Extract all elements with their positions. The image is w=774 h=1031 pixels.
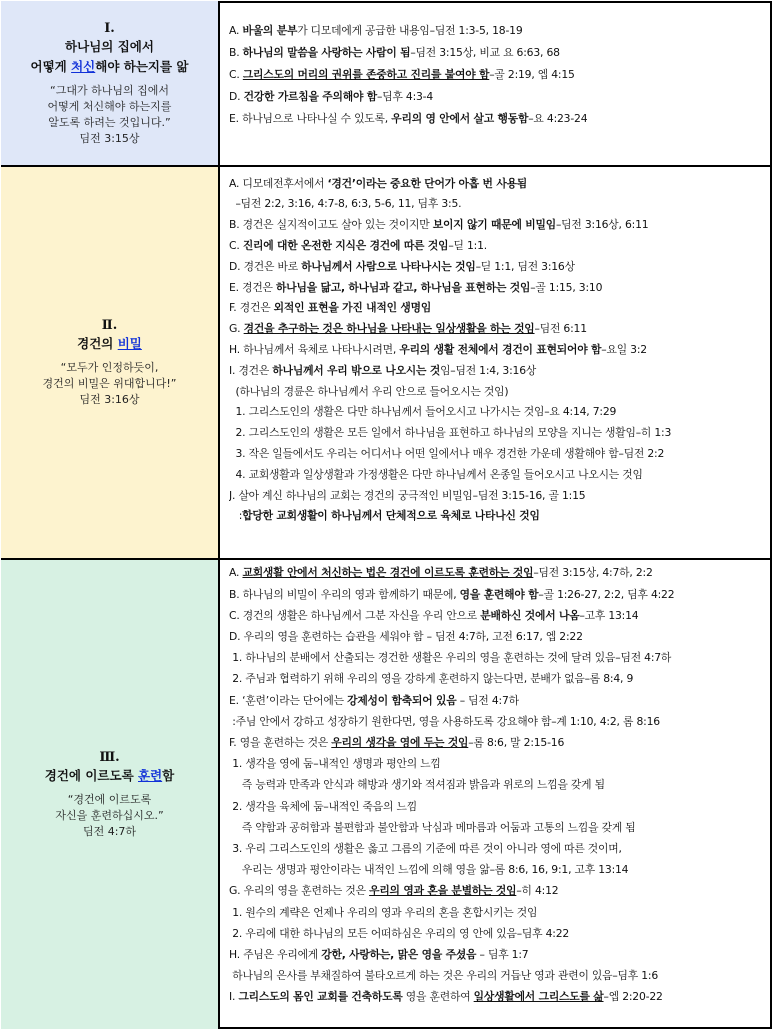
emphasis-text: 건강한 가르침을 주의해야 함 (243, 90, 378, 103)
emphasis-text: 우리의 생활 전체에서 경건이 표현되어야 함 (399, 343, 602, 356)
emphasis-text: 일상생활에서 그리스도를 삶 (473, 990, 604, 1004)
point-text: –골 2:19, 엡 4:15 (489, 68, 575, 81)
point-text: 1. 생각을 영에 둠–내적인 생명과 평안의 느낌 (229, 757, 441, 771)
outline-point (229, 382, 769, 403)
outline-point (229, 859, 769, 880)
point-text: A. 디모데전후서에서 (229, 176, 328, 190)
point-text: 3. 작은 일들에서도 우리는 어디서나 어떤 일에서나 매우 경건한 가운데 생활해야 함–딤전 2:2 (229, 447, 665, 460)
point-text: D. (229, 90, 244, 103)
outline-point (229, 486, 769, 507)
emphasis-text: 하나님을 닮고, 하나님과 같고, 하나님을 표현하는 것임 (276, 280, 531, 294)
heading-keyword: 처신 (71, 58, 96, 74)
point-text: B. (229, 46, 243, 59)
emphasis-text: 우리의 영 안에서 살고 행동함 (391, 112, 529, 125)
point-text: F. 경건은 (229, 301, 274, 315)
point-text: 즉 능력과 만족과 안식과 해방과 생기와 적셔짐과 밝음과 위로의 느낌을 갖게 됨 (229, 778, 605, 792)
point-text: –요일 3:2 (601, 343, 647, 356)
heading-keyword: 비밀 (117, 336, 142, 351)
point-text: (하나님의 경륜은 하나님께서 우리 안으로 들어오시는 것임) (229, 384, 509, 398)
emphasis-text: 하나님께서 우리 밖으로 나오시는 것 (272, 363, 441, 377)
outline-point (229, 774, 769, 795)
point-text: –고후 13:14 (579, 608, 639, 622)
point-text: H. 하나님께서 육체로 나타나시려면, (229, 343, 400, 356)
point-text: 2. 주님과 협력하기 위해 우리의 영을 강하게 훈련하지 않는다면, 분배가 없음–롬 8:4, 9 (229, 672, 634, 686)
outline-point (229, 298, 769, 319)
outline-point (229, 753, 769, 774)
outline-point (229, 880, 769, 901)
emphasis-text: 분배하신 것에서 나옴 (480, 608, 580, 622)
emphasis-text: 우리의 영과 혼을 분별하는 것임 (369, 884, 517, 898)
point-text: –딤후 4:3-4 (377, 90, 434, 103)
outline-point (229, 562, 769, 583)
emphasis-text: 우리의 생각을 영에 두는 것임 (331, 736, 469, 749)
point-text: – 딤후 1:7 (476, 948, 529, 961)
point-text: 2. 그리스도인의 생활은 모든 일에서 하나님을 표현하고 하나님의 모양을 지니는 생활임–히 1:3 (229, 426, 672, 440)
outline-point (229, 278, 769, 299)
point-text: F. 영을 훈련하는 것은 (229, 736, 332, 749)
outline-point (229, 108, 769, 130)
section-heading-line: 어떻게 처신해야 하는지를 앎 (30, 58, 189, 74)
outline-point (229, 64, 769, 86)
section-numeral: Ⅰ. (104, 20, 115, 36)
point-text: : (229, 509, 243, 523)
outline-point (229, 647, 769, 668)
emphasis-text: 바울의 분부 (242, 24, 298, 37)
point-text: 영을 훈련하여 (402, 990, 474, 1004)
section-row-3 (1, 560, 772, 1029)
point-text: 1. 하나님의 분배에서 산출되는 경건한 생활은 우리의 영을 훈련하는 것에 달려 있음–딤전 4:7하 (229, 651, 672, 665)
outline-point (229, 965, 769, 986)
point-text: 1. 그리스도인의 생활은 다만 하나님께서 들어오시고 나가시는 것임–요 4:14, 7:29 (229, 405, 617, 419)
emphasis-text: 외적인 표현을 가진 내적인 생명임 (273, 301, 432, 315)
point-text: C. 경건의 생활은 하나님께서 그분 자신을 우리 안으로 (229, 608, 481, 622)
emphasis-text: 강한, 사랑하는, 맑은 영을 주셨음 (321, 948, 477, 961)
outline-point (229, 923, 769, 944)
point-text: 우리는 생명과 평안이라는 내적인 느낌에 의해 영을 앎–롬 8:6, 16, 9:1, 고후 13:14 (229, 863, 629, 877)
point-text: E. 하나님으로 나타나실 수 있도록, (229, 112, 392, 125)
outline-point (229, 711, 769, 732)
emphasis-text: 영을 훈련해야 함 (459, 587, 539, 601)
point-text: –골 1:26-27, 2:2, 딤후 4:22 (538, 587, 675, 601)
emphasis-text: 경건을 추구하는 것은 하나님을 나타내는 일상생활을 하는 것임 (243, 322, 535, 336)
outline-point (229, 817, 769, 838)
section-points (222, 560, 772, 1029)
outline-point (229, 86, 769, 108)
section-row-1 (1, 1, 772, 167)
emphasis-text: 그리스도의 머리의 권위를 존중하고 진리를 붙여야 함 (242, 68, 490, 81)
section-row-2 (1, 167, 772, 560)
emphasis-text: 진리에 대한 온전한 지식은 경건에 따른 것임 (242, 239, 449, 252)
section-reference: 딤전 4:7하 (82, 825, 137, 838)
outline-point (229, 340, 769, 361)
emphasis-text: 그리스도의 몸인 교회를 건축하도록 (238, 990, 403, 1004)
section-quote: “모두가 인정하듯이, 경건의 비밀은 위대합니다!” (42, 361, 177, 390)
outline-point (229, 605, 769, 626)
section-heading-line: 경건에 이르도록 훈련함 (44, 768, 175, 783)
outline-point (229, 626, 769, 647)
point-text: –딤전 2:2, 3:16, 4:7-8, 6:3, 5-6, 11, 딤후 3:5. (229, 197, 462, 211)
point-text: D. 우리의 영을 훈련하는 습관을 세워야 함 – 딤전 4:7하, 고전 6:17, 엡 2:22 (229, 630, 583, 643)
outline-point (229, 584, 769, 605)
outline-point (229, 20, 769, 42)
emphasis-text: 보이지 않기 때문에 비밀임 (432, 218, 556, 232)
point-text: D. 경건은 바로 (229, 259, 302, 273)
emphasis-text: 하나님께서 사람으로 나타나시는 것임 (301, 259, 476, 273)
point-text: A. (229, 566, 243, 580)
section-reference: 딤전 3:16상 (79, 393, 140, 406)
section-points (222, 167, 772, 558)
outline-point (229, 796, 769, 817)
point-text: I. (229, 990, 239, 1004)
point-text: 4. 교회생활과 일상생활과 가정생활은 다만 하나님께서 온종일 들어오시고 나오시는 것임 (229, 467, 643, 481)
outline-point (229, 402, 769, 423)
point-text: G. 우리의 영을 훈련하는 것은 (229, 884, 370, 898)
outline-point (229, 361, 769, 382)
outline-point (229, 42, 769, 64)
point-text: –딤전 6:11 (534, 322, 587, 336)
heading-keyword: 훈련 (138, 768, 163, 783)
outline-point (229, 986, 769, 1007)
point-text: –딤전 3:15상, 4:7하, 2:2 (533, 566, 653, 580)
point-text: 임–딤전 1:4, 3:16상 (440, 363, 537, 377)
point-text: G. (229, 322, 244, 336)
section-heading-line: 경건의 비밀 (77, 336, 142, 351)
outline-point (229, 838, 769, 859)
point-text: 2. 우리에 대한 하나님의 모든 어떠하심은 우리의 영 안에 있음–딤후 4:22 (229, 926, 570, 940)
point-text: 2. 생각을 육체에 둠–내적인 죽음의 느낌 (229, 799, 417, 813)
point-text: C. (229, 68, 243, 81)
outline-point (229, 257, 769, 278)
section-quote: “경건에 이르도록 자신을 훈련하십시오.” (55, 793, 164, 822)
section-heading-line: 하나님의 집에서 (65, 38, 154, 54)
point-text: C. (229, 239, 243, 252)
outline-point (229, 215, 769, 236)
point-text: 하나님의 은사를 부채질하여 불타오르게 하는 것은 우리의 거듭난 영과 관련이 있음–딤후 1:6 (229, 969, 659, 983)
point-text: I. 경건은 (229, 363, 273, 377)
point-text: 가 디모데에게 공급한 내용임–딤전 1:3-5, 18-19 (297, 24, 523, 37)
outline-point (229, 944, 769, 965)
point-text: B. 하나님의 비밀이 우리의 영과 함께하기 때문에, (229, 587, 460, 601)
outline-point (229, 690, 769, 711)
section-numeral: Ⅱ. (101, 318, 118, 333)
outline-point (229, 423, 769, 444)
point-text: –엡 2:20-22 (603, 990, 663, 1004)
point-text: – 딤전 4:7하 (456, 693, 519, 707)
emphasis-text: 교회생활 안에서 처신하는 법은 경건에 이르도록 훈련하는 것임 (242, 566, 534, 580)
outline-point (229, 506, 769, 527)
outline-point (229, 668, 769, 689)
point-text: H. 주님은 우리에게 (229, 948, 322, 961)
point-text: –딛 1:1. (448, 239, 487, 252)
section-title-cell (1, 167, 220, 558)
point-text: E. ‘훈련’이라는 단어에는 (229, 693, 348, 707)
point-text: :주님 안에서 강하고 성장하기 원한다면, 영을 사용하도록 강요해야 함–계 1:10, 4:2, 롬 8:16 (229, 714, 660, 728)
point-text: J. 살아 계신 하나님의 교회는 경건의 궁극적인 비밀임–딤전 3:15-16, 골 1:15 (229, 488, 586, 502)
section-quote: “그대가 하나님의 집에서 어떻게 처신해야 하는지를 알도록 하려는 것입니다.” (47, 83, 172, 129)
outline-point (229, 732, 769, 753)
emphasis-text: ‘경건’이라는 중요한 단어가 아홉 번 사용됨 (327, 176, 528, 190)
outline-point (229, 236, 769, 257)
point-text: –딛 1:1, 딤전 3:16상 (475, 259, 575, 273)
section-reference: 딤전 3:15상 (79, 131, 140, 145)
point-text: –골 1:15, 3:10 (530, 280, 603, 294)
point-text: –요 4:23-24 (528, 112, 588, 125)
section-numeral: Ⅲ. (99, 750, 120, 765)
point-text: A. (229, 24, 243, 37)
point-text: 3. 우리 그리스도인의 생활은 옳고 그름의 기준에 따른 것이 아니라 영에 따른 것이며, (229, 842, 622, 855)
emphasis-text: 강제성이 함축되어 있음 (347, 693, 457, 707)
outline-point (229, 174, 769, 195)
section-title-cell (1, 560, 220, 1029)
point-text: 1. 원수의 계략은 언제나 우리의 영과 우리의 혼을 혼합시키는 것임 (229, 905, 538, 919)
point-text: –딤전 3:15상, 비교 요 6:63, 68 (410, 46, 560, 59)
point-text: –롬 8:6, 말 2:15-16 (468, 736, 565, 749)
emphasis-text: 하나님의 말씀을 사랑하는 사람이 됨 (242, 46, 411, 59)
point-text: –히 4:12 (516, 884, 559, 898)
outline-point (229, 194, 769, 215)
section-points (222, 1, 772, 165)
point-text: E. 경건은 (229, 280, 277, 294)
emphasis-text: 합당한 교회생활이 하나님께서 단체적으로 육체로 나타나신 것임 (242, 509, 540, 523)
point-text: 즉 약함과 공허함과 불편함과 불안함과 낙심과 메마름과 어둠과 고통의 느낌을 갖게 됨 (229, 820, 636, 834)
section-title-cell (1, 1, 220, 165)
point-text: –딤전 3:16상, 6:11 (555, 218, 649, 232)
point-text: B. 경건은 실지적이고도 살아 있는 것이지만 (229, 218, 433, 232)
outline-point (229, 319, 769, 340)
outline-point (229, 444, 769, 465)
outline-point (229, 902, 769, 923)
outline-point (229, 465, 769, 486)
